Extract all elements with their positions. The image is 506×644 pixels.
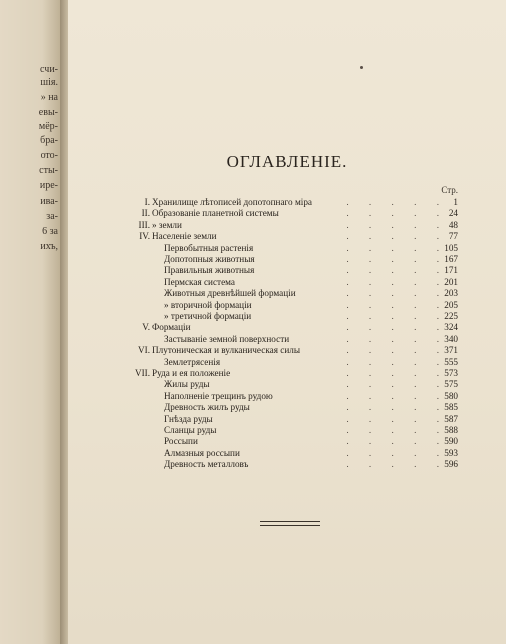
page-number: 1 [453,197,458,207]
entry-title: Россыпи [164,436,198,447]
leader-dots: . . . . . [346,356,448,367]
page-number: 77 [448,231,458,242]
toc-entry [68,219,506,231]
toc-entry [68,321,506,333]
entry-title: Жилы руды [164,379,210,390]
page-number: 588 [444,425,458,435]
entry-title: Первобытныя растенія [164,242,254,253]
toc-entry [68,230,506,242]
toc-entry [68,253,506,265]
entry-title: Образованіе планетной системы [152,208,279,219]
chapter-number: III. [138,219,150,230]
entry-title: Древность металловъ [164,459,249,470]
leader-dots: . . . . . [346,254,448,264]
leader-dots: . . . . . [346,390,448,401]
leader-dots: . . . . . [346,425,448,435]
entry-title: Наполненіе трещинъ рудою [164,390,273,401]
entry-title: Животныя древнѣйшей формаціи [164,288,296,299]
toc-entry [68,264,506,276]
page-number: 324 [444,322,458,333]
page-number: 580 [444,390,458,401]
leader-dots: . . . . . [346,345,448,356]
chapter-number: V. [142,322,150,333]
chapter-number: II. [141,208,150,219]
chapter-number: VI. [138,345,150,356]
leader-dots: . . . . . [346,379,448,390]
page-number: 201 [444,276,458,287]
page-number: 225 [444,311,458,321]
entry-title: Хранилище лѣтописей допотопнаго міра [152,197,312,207]
page-number: 590 [444,436,458,447]
left-page-line: счи- [40,64,58,75]
chapter-number: IV. [139,231,150,242]
page-number: 573 [444,368,458,378]
entry-title: Сланцы руды [164,425,217,435]
chapter-number: I. [144,197,150,207]
entry-title: Древность жилъ руды [164,402,250,413]
toc-entry [68,356,506,368]
leader-dots: . . . . . [346,299,448,310]
toc-entry [68,458,506,470]
entry-title: Формаціи [152,322,191,333]
page-number: 167 [444,254,458,264]
left-page-line: бра- [40,135,58,146]
toc-entry [68,401,506,413]
leader-dots: . . . . . [346,231,448,242]
page-column-header: Стр. [441,185,458,195]
leader-dots: . . . . . [346,265,448,276]
page-number: 203 [444,288,458,299]
entry-title: Допотопныя животныя [164,254,255,264]
toc-entry [68,299,506,311]
toc-entry [68,424,506,436]
page-number: 555 [444,356,458,367]
chapter-number: VII. [134,368,150,378]
left-page [0,0,60,644]
toc-entry [68,344,506,356]
leader-dots: . . . . . [346,368,448,378]
page-number: 575 [444,379,458,390]
leader-dots: . . . . . [346,322,448,333]
entry-title: Руда и ея положеніе [152,368,231,378]
left-page-line: 6 за [42,226,58,237]
page-number: 593 [444,447,458,458]
page-number: 371 [444,345,458,356]
leader-dots: . . . . . [346,333,448,344]
leader-dots: . . . . . [346,459,448,470]
page-number: 340 [444,333,458,344]
toc-entry [68,242,506,254]
toc-entry [68,413,506,425]
leader-dots: . . . . . [346,219,448,230]
leader-dots: . . . . . [346,208,448,219]
entry-title: Населеніе земли [152,231,217,242]
leader-dots: . . . . . [346,436,448,447]
left-page-line: за- [46,211,58,222]
left-page-line: ихъ, [40,241,58,252]
page-number: 596 [444,459,458,470]
toc-entry [68,367,506,379]
page-number: 587 [444,413,458,424]
leader-dots: . . . . . [346,447,448,458]
book-gutter [60,0,68,644]
page-number: 48 [448,219,458,230]
leader-dots: . . . . . [346,288,448,299]
toc-entry [68,378,506,390]
leader-dots: . . . . . [346,311,448,321]
entry-title: Землетрясенія [164,356,221,367]
entry-title: Плутоническая и вулканическая силы [152,345,300,356]
leader-dots: . . . . . [346,276,448,287]
page-number: 105 [444,242,458,253]
page-number: 171 [444,265,458,276]
ink-speck [360,66,363,69]
left-page-line: евы- [38,107,58,118]
toc-entry [68,207,506,219]
entry-title: Гнѣзда руды [164,413,213,424]
page-title: ОГЛАВЛЕНІЕ. [226,152,348,171]
left-page-line: ире- [39,180,58,191]
entry-title: » третичной формаціи [164,311,252,321]
entry-title: Застываніе земной поверхности [164,333,290,344]
right-page [68,0,506,644]
leader-dots: . . . . . [346,242,448,253]
toc-entry [68,333,506,345]
entry-title: » вторичной формаціи [164,299,252,310]
toc-entry [68,310,506,322]
toc-entry [68,196,506,208]
left-page-line: ото- [40,150,58,161]
leader-dots: . . . . . [346,402,448,413]
toc-entry [68,287,506,299]
entry-title: Алмазныя россыпи [164,447,240,458]
entry-title: Пермская система [164,276,235,287]
entry-title: » земли [152,219,182,230]
toc-entry [68,390,506,402]
left-page-line: шія. [40,77,58,88]
left-page-line: ива- [40,196,58,207]
toc-entry [68,447,506,459]
closing-rule [260,521,320,526]
entry-title: Правильныя животныя [164,265,255,276]
toc-entry [68,435,506,447]
left-page-line: сты- [39,165,58,176]
leader-dots: . . . . . [346,197,448,207]
leader-dots: . . . . . [346,413,448,424]
toc-entry [68,276,506,288]
page-number: 205 [444,299,458,310]
left-page-line: » на [40,92,58,103]
page-number: 585 [444,402,458,413]
left-page-line: мёр- [38,121,58,132]
page-number: 24 [448,208,458,219]
